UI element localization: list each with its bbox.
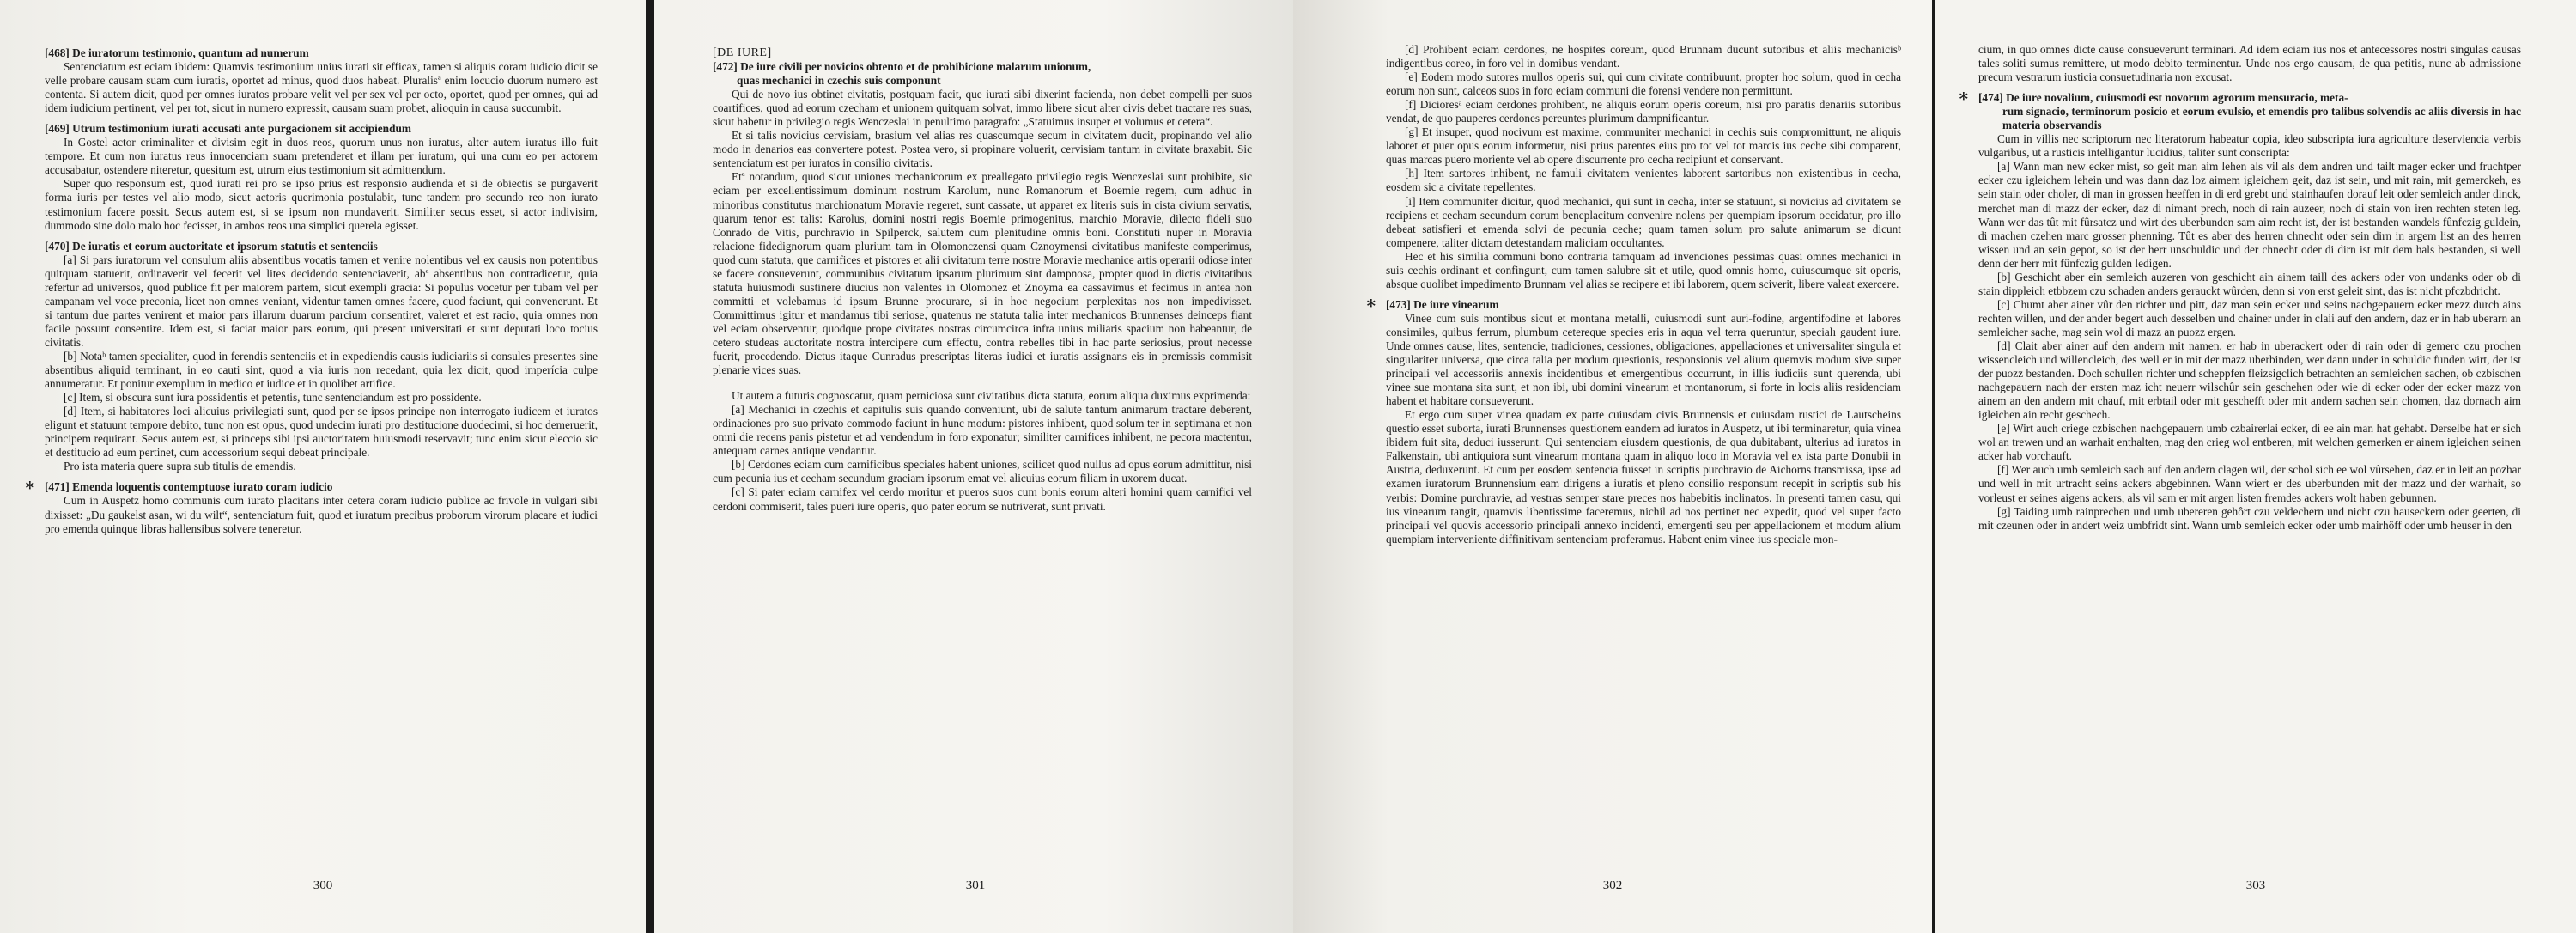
page-301 — [654, 0, 1297, 933]
paragraph-g: [g] Et insuper, quod nocivum est maxime, communiter mechanici in cechis suis compromittunt, ne aliquis laboret et puer opus eorum informetur, nisi prius parentes eius pro tot vel tot marcis ius ceche sibi comparent, quas marcas puero moriente vel ab opere discurrente pro cecha recipiunt et conservant. — [1386, 125, 1901, 167]
paragraph-473b: Et ergo cum super vinea quadam ex parte cuiusdam civis Brunnensis et cuiusdam rustici de Lautscheins questio esset suborta, iurati Brunnenses questionem eandem ad iuratos in Auspetz, ut ibi terminaretur, quia vinea ibidem fuit sita, deduci iusserunt. Qui sentenciam eiusdem questionis, de qua dubitabant, ulterius ad iuratos in Falkenstain, ubi antiquiora sunt vinearum montana quam in aliquo loco in Moravia vel ex ista parte Donubii in Austria, deduxerunt. Et cum per eosdem sentencia fuisset in scriptis purchravio de Aichorns transmissa, ipse ad examen iuratorum Brunnensium eam dirigens a iuratis et pleno consilio responsum recepit in scriptis sub his verbis: Domine purchravie, ad vestras semper stare preces nos habebitis inclinatos. In presenti tamen casu, qui ius vinearum tangit, quamvis libentissime faceremus, nichil ad nos pertinet nec expedit, quod vel super facto principali vel quovis accessorio principali annexo incidenti, emergenti seu per appellacionem et modum alium quempiam interveniente diffinitivam sentenciam proferamus. Habent enim vinee ius speciale mon- — [1386, 408, 1901, 546]
paragraph-f: [f] Dicioresᵃ eciam cerdones prohibent, ne aliquis eorum operis coreum, nisi pro paratis denariis sutoribus vendat, de quo pauperes cerdones pereuntes plurimum dampnificantur. — [1386, 98, 1901, 125]
heading-469: [469] Utrum testimonium iurati accusati ante purgacionem sit accipiendum — [45, 122, 411, 136]
heading-471: ∗ [471] Emenda loquentis contemptuose iurato coram iudicio — [24, 476, 333, 496]
paragraph-474e: [d] Clait aber ainer auf den andern mit namen, er hab in uberackert oder di rain oder di gemerc czu prochen wissencleich und willencleich, des well er in mit der mazz uberbinden, wer dann under in schuldic funden wirt, der ist der puozz bestanden. Doch schullen richter und scheppfen fleizsigclich betrachten an semleichen sachen, ob czbischen nachgepauern nach der ersten maz icht neuerr wilschûr sein geschehen oder wie di ecker oder der ecker mazz von ainem an den andern mit chauf, mit erbtail oder mit geschefft oder mit andern sachen sein chomen, daz dornach aim igleichen ain recht geschech. — [1978, 338, 2521, 422]
page-303 — [1935, 0, 2576, 933]
heading-470: [470] De iuratis et eorum auctoritate et ipsorum statutis et sentenciis — [45, 239, 378, 253]
paragraph-470a: [a] Si pars iuratorum vel consulum aliis absentibus vocatis tamen et venire nolentibus vel ex causis non potentibus quitquam statuerit, ordinaverit vel fecerit vel lites decidendo sentenciaverit, abª absentibus non contradicetur, quia refertur ad universos, quod publice fit per maiorem partem, sicut exempli gracia: Si populus vocetur per tubam vel per campanam vel voce preconia, licet non omnes veniant, videntur tamen omnes facere, quod faciunt, qui convenerunt. Et si tantum due partes venirent et maior pars illarum duarum parcium consentiret, valeret et est racio, quia omnes non facile possunt consentire. Idem est, si faciat maior pars eorum, qui present universitati et sunt deputati loco tocius civitatis. — [45, 253, 598, 349]
paragraph-472b: Et si talis novicius cervisiam, brasium vel alias res quascumque secum in civitatem ducit, propinando vel alio modo in denarios eas convertere potest. Postea vero, si propinare voluerit, cervisiam tantum in civitate braxabit. Sic sentenciatum est per iuratos in consilio civitatis. — [713, 129, 1252, 170]
page-303-text — [1958, 43, 2521, 533]
heading-472-line2: quas mechanici in czechis suis componunt — [737, 74, 941, 88]
page-300-text — [24, 46, 598, 536]
paragraph-468: Sentenciatum est eciam ibidem: Quamvis testimonium unius iurati sit efficax, tamen si aliquis coram iudicio dicit se velle probare causam suam cum iuratis, oportet ad minus, quod duos habeat. Pluralisª enim locucio duorum numero est contenta. Si autem dicit, quod per omnes iuratos probare velit vel per sex vel per octo, oportet, quod per omnes, qui ad idem iudicium pertinent, vel per tot, sicut in numero expressit, causam suam probet, alioquin in causa succumbit. — [45, 60, 598, 115]
paragraph-e: [e] Eodem modo sutores mullos operis sui, qui cum civitate contribuunt, propter hoc solum, quod in cecha eorum non sunt, calceos suos in foro eciam communi die forensi vendere non permittunt. — [1386, 70, 1901, 98]
paragraph-472g: [c] Si pater eciam carnifex vel cerdo moritur et pueros suos cum bonis eorum alteri homini quam carnifici vel cerdoni commiserit, tales pueri iure operis, quo pater eorum se nutriverat, sunt privati. — [713, 485, 1252, 513]
paragraph-473a: Vinee cum suis montibus sicut et montana metalli, cuiusmodi sunt auri-fodine, argentifodine et labores consimiles, quibus ferrum, plumbum cetereque species eris in aqua vel terra queruntur, specialı gaudent iure. Unde omnes cause, lites, sentencie, tradiciones, cessiones, obligaciones, appellaciones et universaliter singula et singulariter universa, que circa talia per modum questionis, responsionis vel alium quemvis modum sive super principali vel accessoriis annexis incidentibus et emergentibus occurrunt, in illis iudiciis sunt querenda, ubi vinee sue montana sita sunt, et non ibi, ubi domini vinearum et montanorum, si forte in locis aliis residenciam habent et habitare consueverunt. — [1386, 311, 1901, 408]
page-302 — [1293, 0, 1932, 933]
paragraph-472a: Qui de novo ius obtinet civitatis, postquam facit, que iurati sibi dixerint facienda, non debet compelli per suos coartifices, quod ad eorum czecham et unionem quitquam solvat, immo libere sicut alter civis debet tractare res suas, sicut habetur in privilegio regis Wenczeslai in penultimo paragrafo: „Statuimus insuper et volumus et cetera“. — [713, 88, 1252, 129]
paragraph-472f: [b] Cerdones eciam cum carnificibus speciales habent uniones, scilicet quod nullus ad opus eorum admittitur, nisi cum pecunia ius et cecham secundum graciam ipsorum emat vel alicuius eorum filiam in uxorem ducat. — [713, 458, 1252, 485]
paragraph-474h: [g] Taiding umb rainprechen und umb ubereren gehôrt czu veldechern und nicht czu hauseckern oder geerten, di mit czeunen oder in andert weiz umbfridt sint. Wann umb semleich ecker oder umb mairhôff oder umb heuser in den — [1978, 504, 2521, 532]
page-number: 302 — [1602, 879, 1623, 893]
page-number: 300 — [313, 879, 333, 893]
paragraph-continuation: cium, in quo omnes dicte cause consueverunt terminari. Ad idem eciam ius nos et antecessores nostri singulas causas tales soliti sumus remittere, ut modo debito terminentur. Unde nos ergo causam, de qua petitis, nunc ab admissione precum vestrarum iusticia consuetudinaria non excusat. — [1978, 43, 2521, 84]
paragraph-474a: Cum in villis nec scriptorum nec literatorum habeatur copia, ideo subscripta iura agriculture deserviencia verbis vulgaribus, ut a rusticis intelligantur lucidius, taliter sunt conscripta: — [1978, 132, 2521, 160]
page-301-text — [713, 46, 1252, 514]
heading-474-line2: rum signacio, terminorum posicio et eorum evulsio, et emendis pro talibus solvendis ac aliis diversis in hac materia observandis — [2002, 105, 2521, 132]
paragraph-472d: Ut autem a futuris cognoscatur, quam perniciosa sunt civitatibus dicta statuta, eorum aliqua duximus exprimenda: — [732, 389, 1251, 403]
paragraph-469b: Super quo responsum est, quod iurati rei pro se ipso prius est responsio audienda et si de obiectis se purgaverit forma iuris per testes vel alio modo, sicut actoris querimonia postulabit, tunc tandem pro secundo reo non iurato testimonium facere possit. Secus autem est, si se ipsum non mundaverit. Similiter secus esset, si actor indivisim, dummodo sine dolo malo hoc fecisset, in ambos reos una simplici querela egisset. — [45, 177, 598, 232]
heading-468: [468] De iuratorum testimonio, quantum ad numerum — [45, 46, 309, 59]
paragraph-474d: [c] Chumt aber ainer vûr den richter und pitt, daz man sein ecker und seins nachgepauern ecker mezz durch ains rechten willen, und der ander begert auch desselben und chainer under in claii auf den andern, daz er in hab uberarn an semleicher sache, mag sein wol di mazz an puozz ergen. — [1978, 297, 2521, 338]
paragraph-472c: Etª notandum, quod sicut uniones mechanicorum ex preallegato privilegio regis Wenczeslai sunt prohibite, sic eciam per excellentissimum dominum nostrum Karolum, nunc Romanorum et Boemie regem, cum adhuc in minoribus constitutus marchionatum Moravie regeret, sunt cassate, ut apparet ex literis suis in cista civium servatis, quarum tenor est talis: Karolus, domini nostri regis Boemie primogenitus, marchio Moravie, dilecto fideli suo Conrado de Vitis, purchravio in Spilperck, salutem cum plenitudine omnis boni. Constituti nuper in Moravia relacione fidedignorum quam plurium tam in Olomonczensi quam Cznoymensi civitatibus manifeste comperimus, quod cum statuta, que carnifices et pistores et alii civitatum terre nostre Moravie mechanice artis operarii odiose inter se facere consueverunt, communibus civitatum ipsarum plurimum sint dampnosa, propter quod in dictis civitatibus statuta huiusmodi sustinere diucius non valentes in Olomonez et Znoyma ea cassavimus et fecimus in antea non committi et volebamus id ipsum Brunne procurare, si in hoc negocium perplexitas nos non impedivisset. Committimus igitur et mandamus tibi seriose, quatenus ne statuta talia inter mechanicos Brunnenses deinceps fiant vel eciam observentur, quodque prope civitates nostras circumcirca infra unius miliaris spacium non habeantur, de cetero studeas auctoritate nostra intercipere cum effectu, contra rebelles tibi in hac parte seriosius, prout necesse fuerit, procedendo. Dictus itaque Cunradus prescriptas literas iudici et iuratis assignans eis in premissis commisit plenarie vices suas. — [713, 170, 1252, 377]
heading-474-line1: ∗ [474] De iure novalium, cuiusmodi est novorum agrorum mensuracio, meta- — [1958, 87, 2348, 107]
paragraph-d: [d] Prohibent eciam cerdones, ne hospites coreum, quod Brunnam ducunt sutoribus et aliis mechanicisᵇ indigentibus coreo, in foro vel in domibus vendant. — [1386, 43, 1901, 70]
asterisk-mark: ∗ — [1958, 87, 1970, 107]
section-title: [DE IURE] — [713, 46, 772, 59]
paragraph-470b: [b] Notaᵇ tamen specialiter, quod in ferendis sentenciis et in expediendis causis iudiciariis si consules presentes sine absentibus aliquid terminant, in eo cauti sint, quod a via iuris non recedant, quia lex dicit, quod imperícia culpe annumeratur. Et ponitur exemplum in medico et iudice et in quolibet artifice. — [45, 349, 598, 391]
paragraph-470c: [c] Item, si obscura sunt iura possidentis et petentis, tunc sentenciandum est pro possidente. — [64, 391, 482, 405]
page-302-text — [1365, 43, 1901, 546]
paragraph-469a: In Gostel actor criminaliter et divisim egit in duos reos, quorum unus non iuratus, alter autem iuratus illo fuit tempore. Et cum non iuratus reus innocenciam suam pretenderet et illam per iuratum, qui una cum eo per actorem accusabatur, ostendere niteretur, quesitum est, utrum eius testimonium sit admittendum. — [45, 136, 598, 177]
page-300 — [0, 0, 646, 933]
asterisk-mark: ∗ — [1365, 293, 1377, 313]
paragraph-474c: [b] Geschicht aber ein semleich auzeren von geschicht ain ainem taill des ackers oder von undanks oder ob di stain dippleich etbbzem czu schaden anders gerauckt wûrden, denn si von erst geleit sint, das ist nicht pfczbdricht. — [1978, 270, 2521, 297]
paragraph-j: Hec et his similia communi bono contraria tamquam ad invenciones pessimas quasi omnes mechanici in suis cechis ordinant et confingunt, cum tamen salubre sit et utile, quod omnis homo, cuiuscumque sit operis, absque quolibet impedimento Brunnam vel alias se recipere et ibi laborem, quem sciverit, libere valeat exercere. — [1386, 249, 1901, 290]
heading-472-line1: [472] De iure civili per novicios obtento et de prohibicione malarum unionum, — [713, 60, 1091, 74]
paragraph-470e: Pro ista materia quere supra sub titulis de emendis. — [64, 460, 296, 473]
paragraph-i: [i] Item communiter dicitur, quod mechanici, qui sunt in cecha, inter se statuunt, si novicius ad civitatem se recipiens et cecham secundum eorum beneplacitum convenire nolens per quempiam ipsorum occidatur, pro illo debeat satisfieri et emenda solvi de pecunia ceche; quam tamen solum pro salute animarum se dicunt compenere, taliter dictam detestandam maliciam occultantes. — [1386, 194, 1901, 249]
paragraph-474b: [a] Wann man new ecker mist, so geit man aim lehen als vil als dem andren und tailt mager ecker und fruchtper ecker czu igleichem lehein und was dann daz loz aimem igleichem geit, daz ist sein, und mit rain, mit gemerckeh, es sein stain oder choler, di man in grossen heeffen in di erd grebt und stainhaufen dorauf leit oder semleich ander dinck, merchet man di mazz der ecker, daz di nimant prech, noch di rain auzeer, noch di stain von iren rechten steten leg. Wann wer das tût mit fûrsatcz und wirt des uberbunden sam aim recht ist, der ist bestanden wandels fûnfczig guldein, di machen czehen marc grosser phenning. Tût es aber des herren chnecht oder sein dirn in argem list an des herren wissen und an sein gepot, so ist der herr unschuldic und der chnecht oder di dirn ist mit dem hals bestanden, si well denn der herr mit fûnfczig gulden ledigen. — [1978, 160, 2521, 270]
paragraph-h: [h] Item sartores inhibent, ne famuli civitatem venientes laborent sartoribus non existentibus in cecha, eosdem sic a civitate repellentes. — [1386, 167, 1901, 194]
heading-473: ∗ [473] De iure vinearum — [1365, 293, 1499, 313]
paragraph-474f: [e] Wirt auch criege czbischen nachgepauern umb czbairerlai ecker, di ee ain man hat gehabt. Derselbe hat er sich wol an trewen und an warhait enthalten, mag den crieg wol entberen, mit welchen gemerken er ainem igleichen seinen acker hab vorchauft. — [1978, 422, 2521, 463]
paragraph-474g: [f] Wer auch umb semleich sach auf den andern clagen wil, der schol sich ee wol vûrsehen, daz er in leit an pozhar und well in mit urtracht seins ackers abgebinnen. Wann wiert er des uberbunden mit der mazz und der warhait, so vorleust er seines aigens ackers, als vil sam er mit argen listen fremdes ackers wolt haben gebunnen. — [1978, 463, 2521, 504]
page-number: 301 — [965, 879, 986, 893]
paragraph-470d: [d] Item, si habitatores loci alicuius privilegiati sunt, quod per se ipsos principe non interrogato iudicem et iuratos eligunt et statuunt tempore debito, tunc non est opus, quod undecim iurati pro destitucione duodecimi, si hoc demeruerit, principem requirant. Secus autem est, si princeps sibi ipsi auctoritatem huiusmodi reservavit; tunc enim sicut eleccio sic et destitucio ad eum pertinet, cum accessorium sequi debeat principale. — [45, 405, 598, 460]
asterisk-mark: ∗ — [24, 476, 36, 496]
page-number: 303 — [2245, 879, 2266, 893]
paragraph-471: Cum in Auspetz homo communis cum iurato placitans inter cetera coram iudicio publice ac frivole in vulgari sibi dixisset: „Du gaukelst asan, wi du wilt“, sentenciatum fuit, quod et iuratum precibus proborum virorum placare et iudici pro emenda quinque libras hallensibus solvere teneretur. — [45, 494, 598, 535]
paragraph-472e: [a] Mechanici in czechis et capitulis suis quando conveniunt, ubi de salute tantum animarum tractare deberent, ordinaciones pro suo privato commodo faciunt in hunc modum: pistores inhibent, quod solum ter in septimana et non omni die recens panis pistetur et ad vendendum in foro exponatur; similiter carnifices inhibent, ne pecora mactentur, antequam carnes antique vendantur. — [713, 403, 1252, 458]
